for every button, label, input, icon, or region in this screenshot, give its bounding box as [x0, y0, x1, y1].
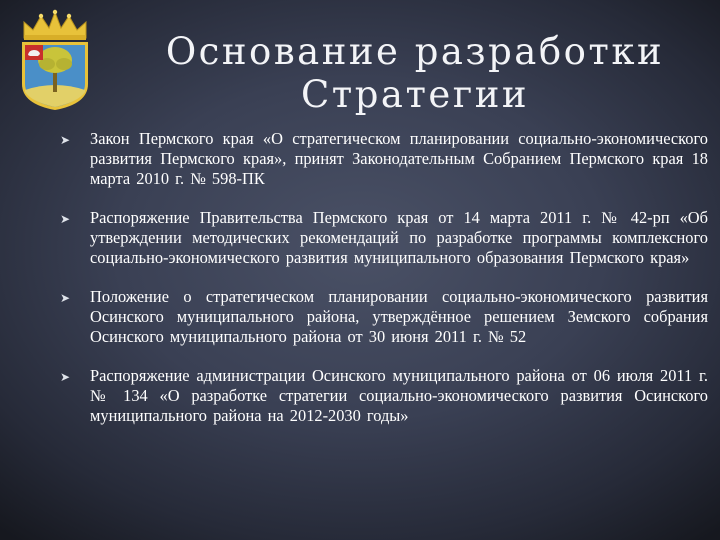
list-item — [58, 366, 708, 426]
list-item-text: Распоряжение Правительства Пермского края от 14 марта 2011 г. № 42-рп «Об утверждении методических рекомендаций по разработке программы комплексного социально-экономического развития муниципального образования Пермского края» — [90, 208, 708, 267]
arrowhead-bullet-icon: ➤ — [60, 212, 71, 226]
list-item-text: Закон Пермского края «О стратегическом планировании социально-экономического развития Пермского края», принят Законодательным Собранием Пермского края 18 марта 2010 г. № 598-ПК — [90, 129, 708, 188]
coat-of-arms-icon — [14, 8, 96, 112]
title-line-1: Основание разработки — [165, 30, 665, 73]
arrowhead-bullet-icon: ➤ — [60, 370, 71, 384]
list-item — [58, 287, 708, 347]
list-item — [58, 129, 708, 189]
bullet-list — [58, 129, 708, 426]
shield-icon — [22, 42, 88, 110]
list-item-text: Распоряжение администрации Осинского муниципального района от 06 июля 2011 г. № 134 «О разработке стратегии социально-экономического развития Осинского муниципального района на 2012-2030 годы» — [90, 366, 708, 425]
page-title — [110, 30, 720, 116]
crown-icon — [24, 10, 86, 40]
title-line-2: Стратегии — [300, 73, 530, 116]
arrowhead-bullet-icon: ➤ — [60, 291, 71, 305]
arrowhead-bullet-icon: ➤ — [60, 133, 71, 147]
list-item — [58, 208, 708, 268]
list-item-text: Положение о стратегическом планировании социально-экономического развития Осинского муниципального района, утверждённое решением Земского собрания Осинского муниципального района от 30 июня 2011 г. № 52 — [90, 287, 708, 346]
